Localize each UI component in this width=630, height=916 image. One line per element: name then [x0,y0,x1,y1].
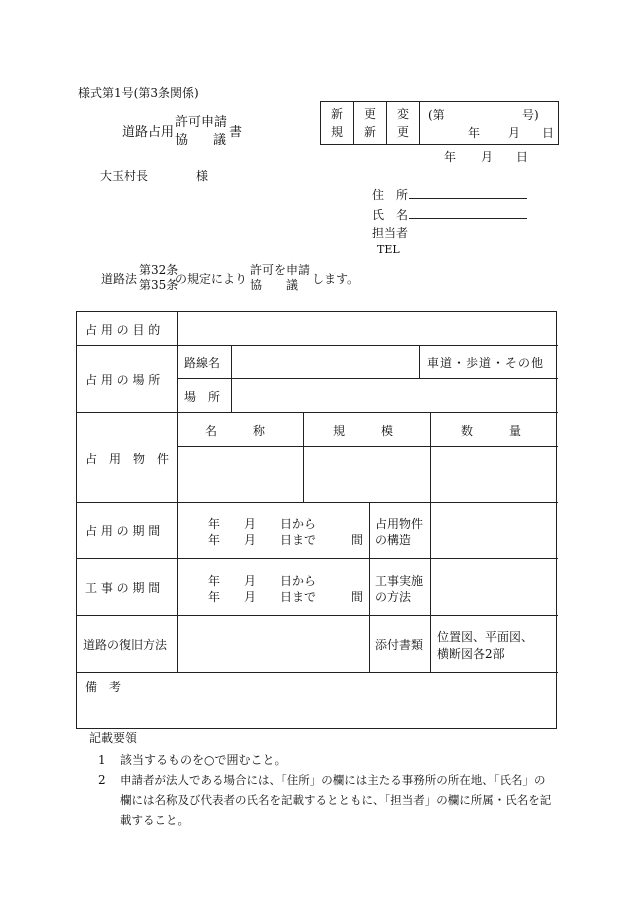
place-field[interactable] [233,381,555,410]
form-number: 様式第1号(第3条関係) [78,86,199,100]
statement-middle: の規定により [175,272,248,286]
date-month: 月 [481,150,494,164]
structure-field[interactable] [432,505,555,556]
title-option-consult: 協 議 [175,133,233,148]
object-name-field[interactable] [179,448,301,500]
applicant-contact-label: 担当者 [372,226,409,240]
note-2-line-3: 載すること。 [120,813,189,827]
statement-article-32: 第32条 [139,263,179,277]
statement-law: 道路法 [101,272,138,286]
kind-renew[interactable]: 更 新 [354,102,387,145]
object-quantity-field[interactable] [432,448,555,500]
applicant-name-field[interactable] [409,218,527,219]
road-type-options[interactable]: 車道・歩道・その他 [427,356,545,370]
restore-field[interactable] [179,618,367,670]
permit-number-cell[interactable]: (第 号) 年 月 日 [420,102,559,145]
remarks-label: 備 考 [85,680,122,694]
location-label: 占 用 の 場 所 [85,373,161,387]
statement-article-35: 第35条 [139,278,179,292]
object-quantity-header: 数 量 [461,424,522,438]
structure-label-top: 占用物件 [375,517,424,531]
notes-heading: 記載要領 [89,731,138,745]
statement-end: します。 [312,272,360,286]
purpose-label: 占 用 の 目 的 [85,323,161,337]
kind-new[interactable]: 新 規 [321,102,354,145]
object-label: 占 用 物 件 [85,452,170,466]
application-table [76,311,557,729]
note-2-number: 2 [98,773,106,787]
attachments-line1: 位置図、平面図、 [437,630,534,644]
period-to[interactable]: 年 月 日まで [208,533,317,547]
period-unit: 間 [351,533,364,547]
applicant-name-label: 氏 名 [372,208,409,222]
title-suffix: 書 [229,125,243,140]
kind-alter[interactable]: 変 更 [387,102,420,145]
application-kind-box [320,101,559,145]
applicant-address-label: 住 所 [372,188,409,202]
addressee-honorific: 様 [196,169,209,183]
object-scale-header: 規 模 [333,424,394,438]
title-prefix: 道路占用 [122,125,175,140]
work-period-label: 工 事 の 期 間 [85,581,161,595]
note-2-line-1: 申請者が法人である場合には、「住所」の欄には主たる事務所の所在地、「氏名」の [120,773,546,787]
note-1-number: 1 [98,753,106,767]
remarks-field[interactable] [79,694,555,726]
applicant-address-field[interactable] [409,198,527,199]
work-period-from[interactable]: 年 月 日から [208,574,317,588]
note-2-line-2: 欄には名称及び代表者の氏名を記載するとともに、「担当者」の欄に所属・氏名を記 [120,793,552,807]
date-year: 年 [444,150,457,164]
restore-label: 道路の復旧方法 [83,638,168,652]
work-method-label-top: 工事実施 [375,574,424,588]
route-name-label: 路線名 [184,356,221,370]
work-method-label-bottom: の方法 [375,590,412,604]
period-label: 占 用 の 期 間 [85,524,161,538]
attachments-line2: 横断図各2部 [437,647,505,661]
object-name-header: 名 称 [205,424,266,438]
place-label: 場 所 [184,390,221,404]
note-1-text: 該当するものを○で囲むこと。 [120,753,287,767]
title-option-permit: 許可申請 [175,115,228,130]
applicant-tel-label: TEL [377,243,400,256]
period-from[interactable]: 年 月 日から [208,517,317,531]
work-method-field[interactable] [432,561,555,613]
work-period-to[interactable]: 年 月 日まで [208,590,317,604]
attachments-label: 添付書類 [375,638,424,652]
statement-option-permit: 許可を申請 [250,263,311,277]
route-name-field[interactable] [233,348,417,377]
statement-option-consult: 協 議 [250,278,299,292]
date-day: 日 [516,150,529,164]
work-period-unit: 間 [351,590,364,604]
structure-label-bottom: の構造 [375,533,412,547]
purpose-field[interactable] [179,314,555,344]
addressee-name: 大玉村長 [100,169,149,183]
object-scale-field[interactable] [305,448,428,500]
